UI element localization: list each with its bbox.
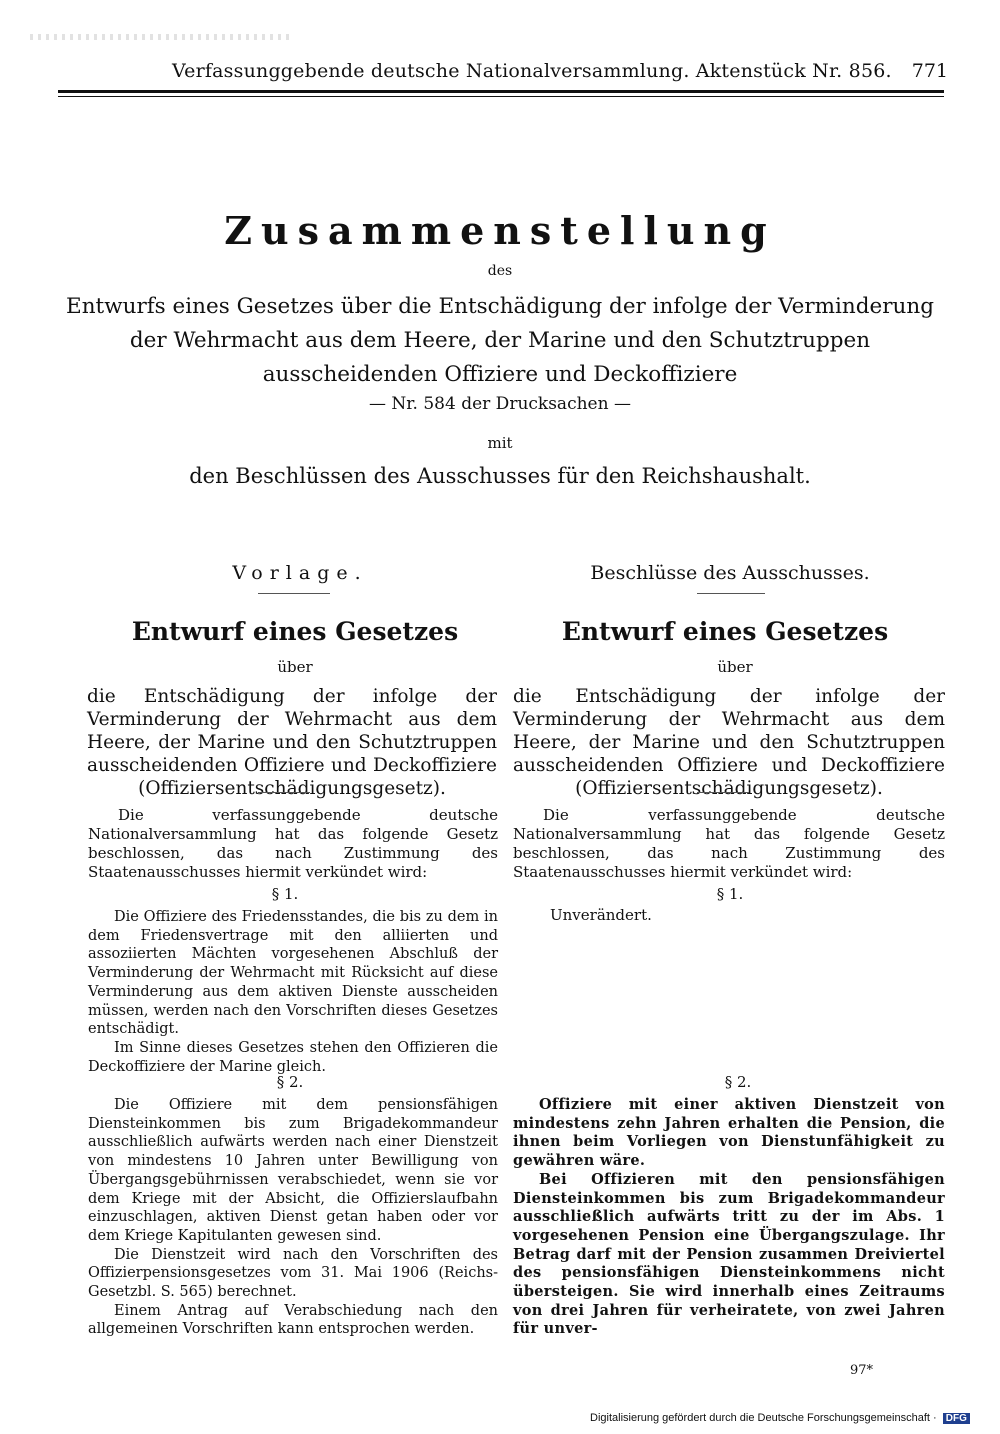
right-column-heading: Beschlüsse des Ausschusses. <box>590 562 870 584</box>
sheet-signature-mark: 97* <box>850 1363 874 1378</box>
right-law-title: die Entschädigung der infolge der Verminderung der Wehrmacht aus dem Heere, der Marine und den Schutztruppen ausscheidenden Offiziere und Deckoffiziere (Offiziersentschädigungsgesetz). <box>513 686 945 799</box>
right-ueber: über <box>717 658 753 676</box>
right-heading-rule <box>697 593 765 594</box>
dfg-logo-icon: DFG <box>943 1413 970 1424</box>
left-section-1 <box>88 908 498 1076</box>
running-header-title: Verfassunggebende deutsche Nationalversammlung. Aktenstück Nr. 856. <box>172 60 892 82</box>
right-section-2-label: § 2. <box>724 1073 752 1091</box>
scan-artifact <box>30 34 290 40</box>
left-ueber: über <box>277 658 313 676</box>
right-section-2-paragraph-2: Bei Offizieren mit den pensionsfähigen Diensteinkommen bis zum Brigadekommandeur ausschließlich aufwärts tritt zu der im Abs. 1 vorgesehenen Pension eine Übergangszulage. Ihr Betrag darf mit der Pension zusammen Dreiviertel des pensionsfähigen Diensteinkommens nicht übersteigen. Sie wird innerhalb eines Zeitraums von drei Jahren für verheiratete, von zwei Jahren für unver- <box>513 1170 945 1338</box>
left-section-1-paragraph-1: Die Offiziere des Friedensstandes, die bis zu dem in dem Friedensvertrage mit den alliierten und assoziierten Mächten vorgesehenen Abschluß der Verminderung der Wehrmacht mit Rücksicht auf diese Verminderung aus dem aktiven Dienste ausscheiden müssen, werden nach den Vorschriften dieses Gesetzes entschädigt. <box>88 909 498 1038</box>
page-number: 771 <box>911 60 948 82</box>
left-section-2-label: § 2. <box>276 1073 304 1091</box>
left-section-2-paragraph-1: Die Offiziere mit dem pensionsfähigen Diensteinkommen bis zum Brigadekommandeur ausschließlich aufwärts werden nach einer Dienstzeit von mindestens 10 Jahren unter Bewilligung von Übergangsgebührnissen verabschiedet, wenn sie vor dem Kriege mit der Absicht, die Offizierslaufbahn einzuschlagen, aktiven Dienst getan haben oder vor dem Kriege Kapitulanten gewesen sind. <box>88 1097 498 1244</box>
left-enactment-clause: Die verfassunggebende deutsche Nationalversammlung hat das folgende Gesetz beschlossen, das nach Zustimmung des Staatenausschusses hiermit verkündet wird: <box>88 806 498 881</box>
left-section-2-paragraph-2: Die Dienstzeit wird nach den Vorschriften des Offizierpensionsgesetzes vom 31. Mai 1906 (Reichs-Gesetzbl. S. 565) berechnet. <box>88 1246 498 1301</box>
left-draft-title: Entwurf eines Gesetzes <box>131 617 459 646</box>
right-section-2-paragraph-1: Offiziere mit einer aktiven Dienstzeit von mindestens zehn Jahren erhalten die Pension, die ihnen beim Vorliegen von Dienstunfähigkeit zu gewähren wäre. <box>513 1096 945 1170</box>
left-heading-rule <box>258 593 330 594</box>
right-section-1-text: Unverändert. <box>550 906 652 924</box>
header-rule <box>58 90 944 93</box>
footer-text: Digitalisierung gefördert durch die Deutsche Forschungsgemeinschaft · <box>590 1412 937 1424</box>
heading-des: des <box>487 263 513 279</box>
left-section-2 <box>88 1096 498 1339</box>
left-section-1-paragraph-2: Im Sinne dieses Gesetzes stehen den Offizieren die Deckoffiziere der Marine gleich. <box>88 1039 498 1075</box>
digitization-footer <box>590 1412 990 1424</box>
committee-resolutions-title: den Beschlüssen des Ausschusses für den Reichshaushalt. <box>189 464 811 488</box>
right-draft-title: Entwurf eines Gesetzes <box>561 617 889 646</box>
right-enactment-clause: Die verfassunggebende deutsche Nationalversammlung hat das folgende Gesetz beschlossen, das nach Zustimmung des Staatenausschusses hiermit verkündet wird: <box>513 806 945 881</box>
left-section-2-paragraph-3: Einem Antrag auf Verabschiedung nach den allgemeinen Vorschriften kann entsprochen werden. <box>88 1302 498 1338</box>
drucksachen-reference: — Nr. 584 der Drucksachen — <box>369 394 631 414</box>
right-section-2 <box>513 1096 945 1339</box>
left-column-heading: Vorlage. <box>232 562 368 584</box>
right-section-1-label: § 1. <box>716 885 744 903</box>
left-law-title-rule <box>258 792 310 793</box>
main-title: Zusammenstellung <box>224 208 776 253</box>
left-law-title: die Entschädigung der infolge der Verminderung der Wehrmacht aus dem Heere, der Marine und den Schutztruppen ausscheidenden Offiziere und Deckoffiziere (Offiziersentschädigungsgesetz). <box>87 686 497 799</box>
right-law-title-rule <box>697 792 749 793</box>
left-section-1-label: § 1. <box>271 885 299 903</box>
heading-mit: mit <box>487 434 513 452</box>
header-rule-thin <box>58 96 944 97</box>
document-subject: Entwurfs eines Gesetzes über die Entschädigung der infolge der Verminderung der Wehrmacht aus dem Heere, der Marine und den Schutztruppen ausscheidenden Offiziere und Deckoffiziere <box>66 294 934 387</box>
